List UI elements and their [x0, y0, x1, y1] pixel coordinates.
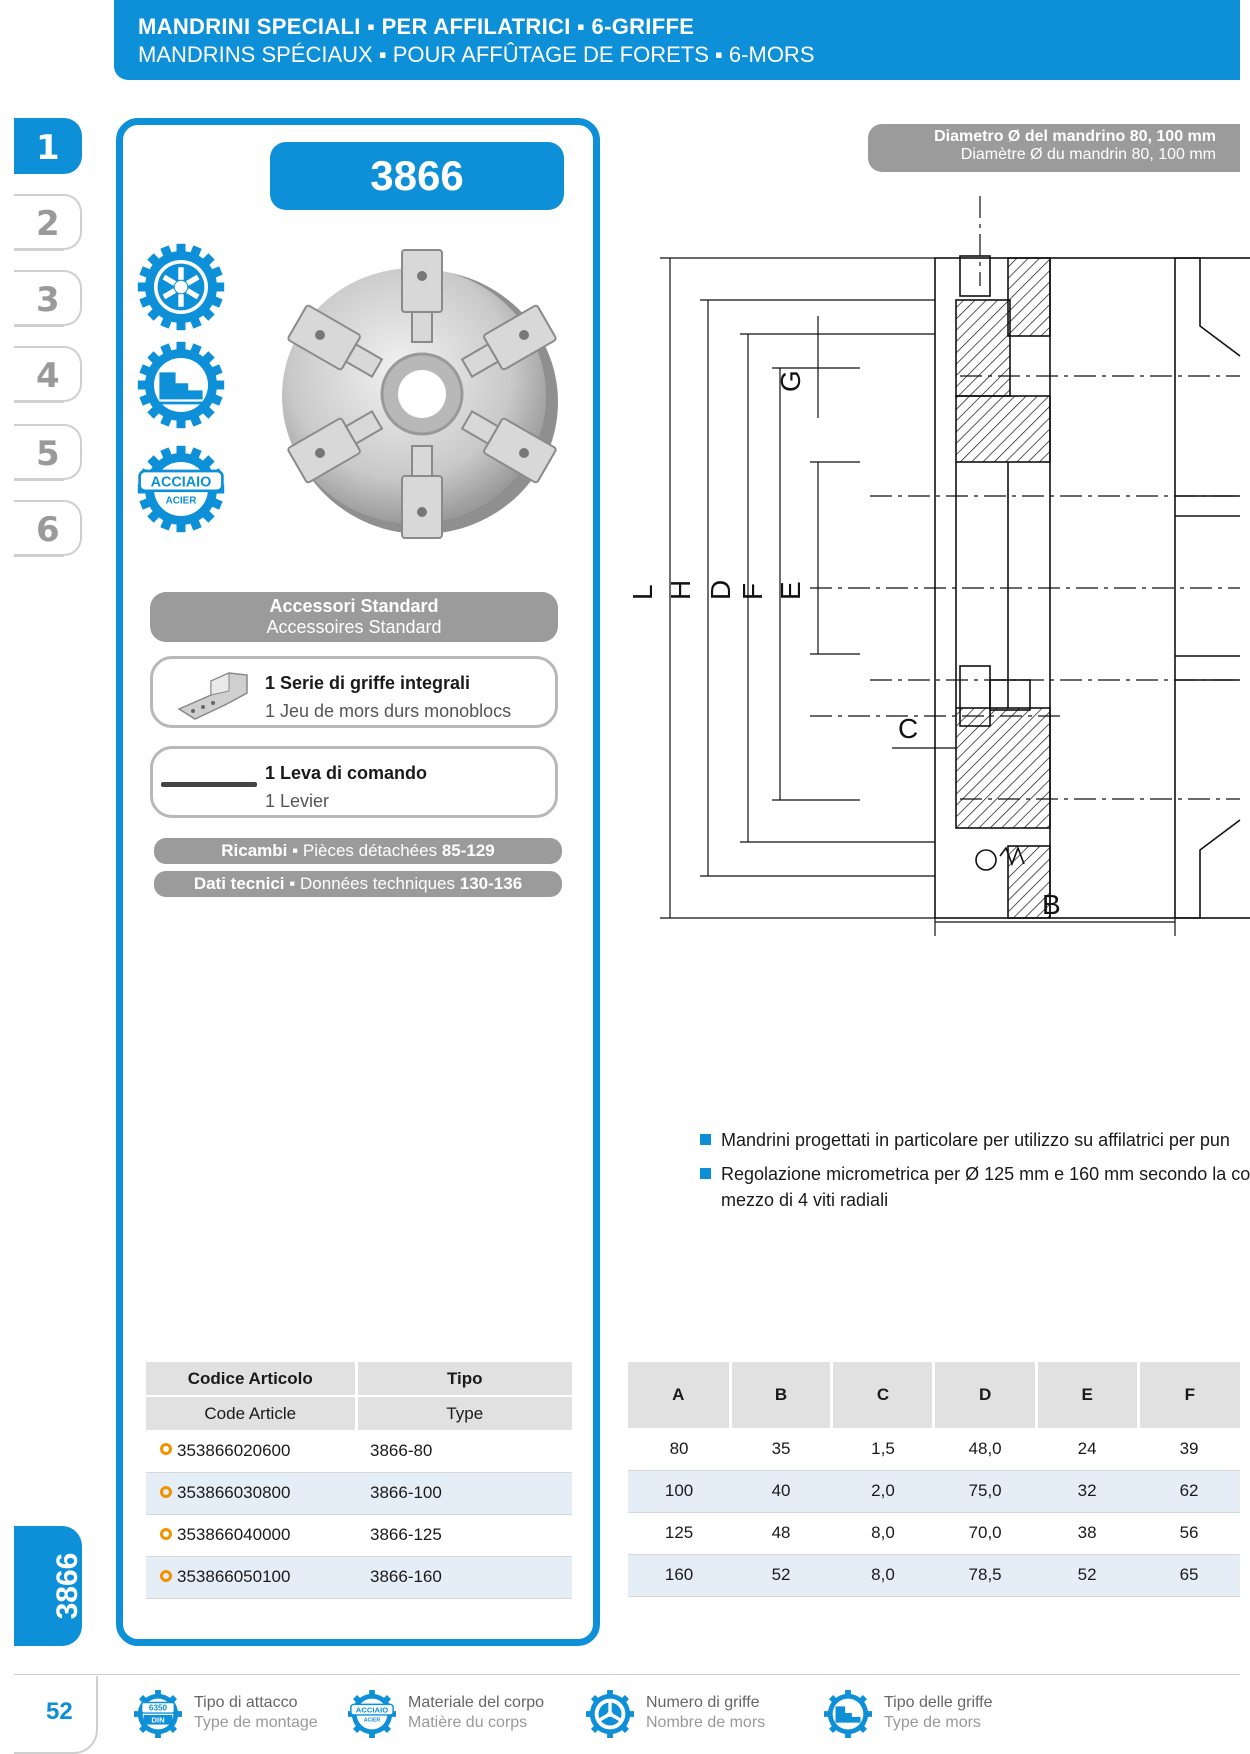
jaws-number-icon: [586, 1690, 634, 1738]
section-tab-5[interactable]: 5: [14, 424, 82, 480]
legend-jaw-type: Tipo delle griffe Type de mors: [824, 1690, 1024, 1740]
accessory-jaws: 1 Serie di griffe integrali 1 Jeu de mors durs monoblocs: [150, 656, 558, 728]
section-tab-4[interactable]: 4: [14, 346, 82, 402]
accessory-lever: 1 Leva di comando 1 Levier: [150, 746, 558, 818]
product-code-badge: 3866: [270, 142, 564, 210]
spare-parts-reference[interactable]: Ricambi ▪ Pièces détachées 85-129: [154, 838, 562, 864]
svg-text:6350: 6350: [148, 1703, 168, 1713]
steel-badge-it: ACCIAIO: [150, 474, 212, 491]
table-row[interactable]: 353866050100 3866-160: [146, 1556, 572, 1598]
accessories-header: Accessori Standard Accessoires Standard: [150, 592, 558, 642]
availability-icon: [160, 1443, 172, 1455]
table-row[interactable]: 353866020600 3866-80: [146, 1430, 572, 1472]
section-tab-3[interactable]: 3: [14, 270, 82, 326]
technical-data-reference[interactable]: Dati tecnici ▪ Données techniques 130-136: [154, 871, 562, 897]
dim-label-F: F: [737, 582, 768, 600]
availability-icon: [160, 1486, 172, 1498]
page-header: [114, 0, 1240, 80]
dim-label-E: E: [775, 581, 806, 600]
header-title-it: MANDRINI SPECIALI ▪ PER AFFILATRICI ▪ 6-GRIFFE: [138, 14, 695, 39]
jaws-number-icon: [136, 242, 226, 332]
diameter-info: Diametro Ø del mandrino 80, 100 mm Diamètre Ø du mandrin 80, 100 mm: [868, 124, 1240, 172]
dim-label-D: D: [705, 579, 736, 600]
section-tab-6[interactable]: 6: [14, 500, 82, 556]
svg-text:ACCIAIO: ACCIAIO: [355, 1705, 389, 1715]
dim-label-H: H: [665, 579, 696, 600]
chuck-product-image: [262, 232, 562, 558]
page-number: 52: [14, 1676, 98, 1754]
dim-label-L: L: [627, 584, 658, 600]
svg-text:ACIER: ACIER: [363, 1717, 381, 1724]
availability-icon: [160, 1528, 172, 1540]
note-2: Regolazione micrometrica per Ø 125 mm e 160 mm secondo la co: [700, 1164, 1250, 1185]
article-code-table: Codice Articolo Tipo Code Article Type 353866020600 3866-80 353866030800 3866-100 353866040000 3866-125 353866050100 3866-160: [146, 1362, 572, 1599]
table-row: 80 35 1,5 48,0 24 39: [628, 1428, 1240, 1470]
dim-label-C: C: [898, 713, 919, 744]
jaw-set-icon: [173, 665, 253, 721]
dimensions-table: A B C D E F 80 35 1,5 48,0 24 39 100 40 2,0 75,0 32 62 125 48 8,0 70,0 38 56 160 52 8,0 78,5 52 65: [628, 1362, 1240, 1597]
table-row: 100 40 2,0 75,0 32 62: [628, 1470, 1240, 1512]
jaw-type-icon: [824, 1690, 872, 1738]
din-6350-icon: [134, 1690, 182, 1738]
table-row: 160 52 8,0 78,5 52 65: [628, 1554, 1240, 1596]
legend-jaw-number: Numero di griffe Nombre de mors: [586, 1690, 786, 1740]
section-tab-2[interactable]: 2: [14, 194, 82, 250]
dim-label-B: B: [1042, 889, 1061, 920]
legend-body-material: ACCIAIO ACIER Materiale del corpo Matière du corps: [348, 1690, 558, 1740]
legend-mounting-type: 6350 DIN Tipo di attacco Type de montage: [134, 1690, 334, 1740]
dim-label-G: G: [775, 370, 806, 392]
table-row[interactable]: 353866030800 3866-100: [146, 1472, 572, 1514]
lever-icon: [161, 779, 257, 791]
jaw-type-icon: [136, 340, 226, 430]
note-1: Mandrini progettati in particolare per utilizzo su affilatrici per pun: [700, 1130, 1230, 1151]
note-2-cont: mezzo di 4 viti radiali: [721, 1190, 889, 1210]
table-row[interactable]: 353866040000 3866-125: [146, 1514, 572, 1556]
product-side-label: 3866: [14, 1526, 82, 1646]
steel-material-icon: [136, 444, 226, 534]
steel-icon: [348, 1690, 396, 1738]
availability-icon: [160, 1570, 172, 1582]
footer-divider: [14, 1674, 1240, 1675]
table-row: 125 48 8,0 70,0 38 56: [628, 1512, 1240, 1554]
steel-badge-fr: ACIER: [165, 495, 197, 507]
svg-text:DIN: DIN: [151, 1715, 165, 1725]
bullet-square-icon: [700, 1168, 711, 1179]
header-title-fr: MANDRINS SPÉCIAUX ▪ POUR AFFÛTAGE DE FORETS ▪ 6-MORS: [138, 42, 815, 67]
technical-drawing: [627, 196, 1240, 936]
section-tab-1[interactable]: 1: [14, 118, 82, 174]
bullet-square-icon: [700, 1134, 711, 1145]
